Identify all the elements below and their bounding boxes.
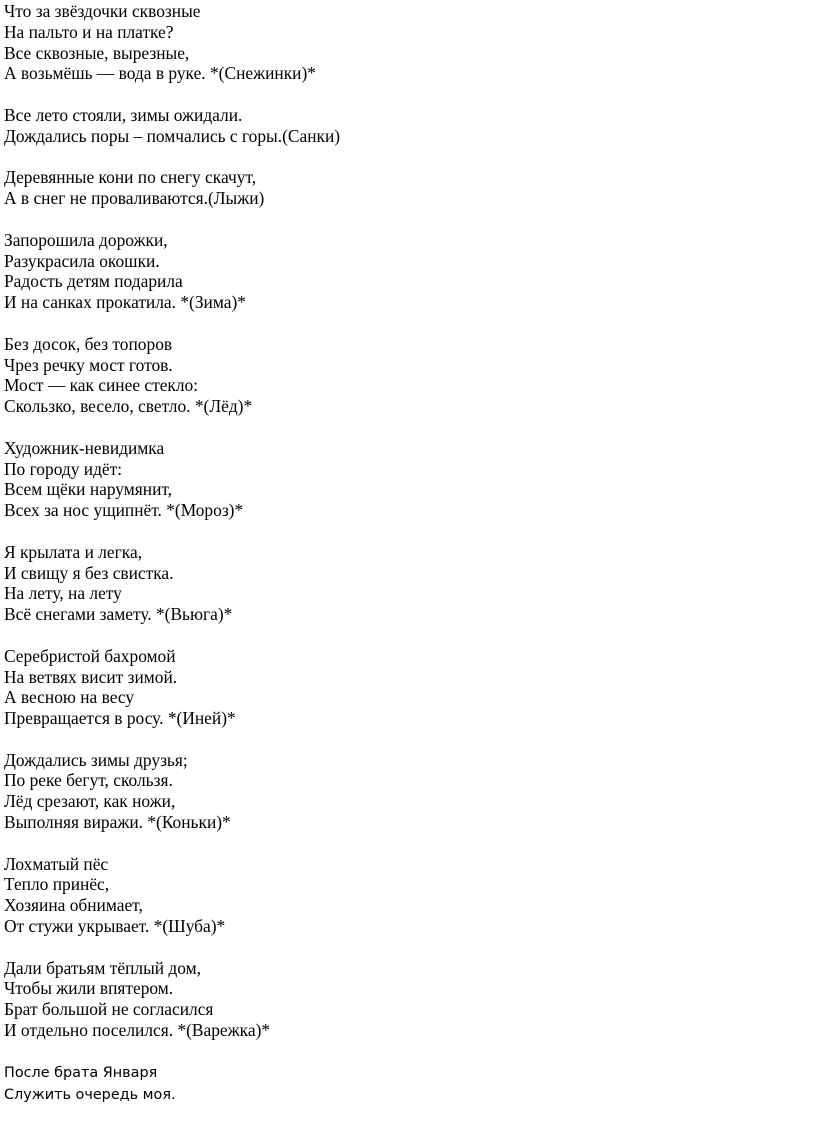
riddle-line: Что за звёздочки сквозные xyxy=(4,1,201,21)
riddle-fur-coat xyxy=(4,854,804,937)
riddle-line: И свищу я без свистка. xyxy=(4,562,174,583)
riddle-line: Все сквозные, вырезные, xyxy=(4,42,190,63)
riddle-blizzard xyxy=(4,542,804,625)
riddle-line: Брат большой не согласился xyxy=(4,999,214,1020)
riddle-line: На ветвях висит зимой. xyxy=(4,666,178,687)
riddle-line: Скользко, весело, светло. *(Лёд)* xyxy=(4,396,253,417)
riddle-line: Дождались зимы друзья; xyxy=(4,749,188,770)
riddle-line: Серебристой бахромой xyxy=(4,645,176,666)
riddle-snowflakes xyxy=(4,1,804,84)
riddle-line: Запорошила дорожки, xyxy=(4,229,168,250)
riddle-line: Всех за нос ущипнёт. *(Мороз)* xyxy=(4,500,244,521)
riddle-skis xyxy=(4,167,804,209)
riddle-line: Лёд срезают, как ножи, xyxy=(4,791,176,812)
riddle-winter xyxy=(4,230,804,313)
riddle-skates xyxy=(4,750,804,833)
riddle-line: А весною на весу xyxy=(4,687,135,708)
riddle-line: На лету, на лету xyxy=(4,583,122,604)
riddle-line: Хозяина обнимает, xyxy=(4,895,143,916)
riddle-line: Всё снегами замету. *(Вьюга)* xyxy=(4,604,233,625)
riddles-text xyxy=(4,1,804,1126)
riddle-line: Лохматый пёс xyxy=(4,853,109,874)
riddle-line: Всем щёки нарумянит, xyxy=(4,479,173,500)
riddle-ice xyxy=(4,334,804,417)
riddle-frost xyxy=(4,438,804,521)
riddle-line: После брата Января xyxy=(4,1064,158,1081)
riddle-line: Радость детям подарила xyxy=(4,271,183,292)
riddle-line: Дали братьям тёплый дом, xyxy=(4,957,201,978)
riddle-line: Все лето стояли, зимы ожидали. xyxy=(4,104,243,125)
riddle-line: А возьмёшь — вода в руке. *(Снежинки)* xyxy=(4,63,316,84)
riddle-line: Разукрасила окошки. xyxy=(4,250,160,271)
riddle-line: На пальто и на платке? xyxy=(4,21,174,42)
riddle-mitten xyxy=(4,958,804,1041)
riddle-line: Тепло принёс, xyxy=(4,874,110,895)
riddle-february xyxy=(4,1062,804,1106)
riddle-line: По городу идёт: xyxy=(4,458,123,479)
riddle-line: Чрез речку мост готов. xyxy=(4,354,173,375)
riddle-line: Мост — как синее стекло: xyxy=(4,375,199,396)
riddle-sled xyxy=(4,105,804,147)
riddle-line: Художник-невидимка xyxy=(4,437,165,458)
riddle-line: Превращается в росу. *(Иней)* xyxy=(4,708,236,729)
riddle-line: По реке бегут, скользя. xyxy=(4,770,173,791)
riddle-line: Выполняя виражи. *(Коньки)* xyxy=(4,812,231,833)
riddle-line: И на санках прокатила. *(Зима)* xyxy=(4,292,246,313)
riddle-line: А в снег не проваливаются.(Лыжи) xyxy=(4,188,265,209)
riddle-line: Чтобы жили впятером. xyxy=(4,978,174,999)
riddle-line: От стужи укрывает. *(Шуба)* xyxy=(4,916,226,937)
riddle-line: Служить очередь моя. xyxy=(4,1086,176,1103)
riddle-line: Дождались поры – помчались с горы.(Санки) xyxy=(4,125,341,146)
riddle-line: Без досок, без топоров xyxy=(4,333,173,354)
riddle-line: Я крылата и легка, xyxy=(4,541,143,562)
riddle-line: Деревянные кони по снегу скачут, xyxy=(4,167,257,188)
riddle-line: И отдельно поселился. *(Варежка)* xyxy=(4,1020,271,1041)
riddle-hoarfrost xyxy=(4,646,804,729)
